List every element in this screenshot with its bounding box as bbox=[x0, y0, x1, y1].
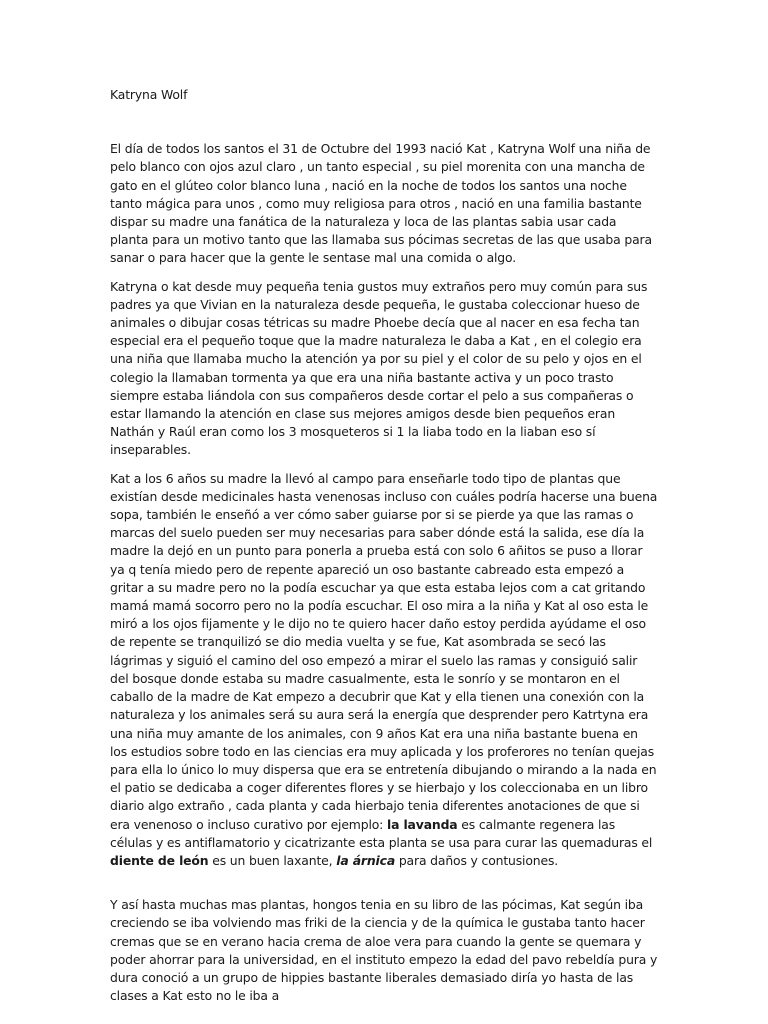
paragraph-4: Y así hasta muchas mas plantas, hongos tenia en su libro de las pócimas, Kat según iba creciendo se iba volviendo mas friki de la ciencia y de la química le gustaba tanto hacer cremas que se en verano hacia crema de aloe vera para cuando la gente se quemara y poder ahorrar para la universidad, en el instituto empezo la edad del pavo rebeldía pura y dura conoció a un grupo de hippies bastante liberales demasiado diría yo hasta de las clases a Kat esto no le iba a bbox=[110, 897, 658, 1004]
paragraph-3-text-e: para daños y contusiones. bbox=[395, 852, 559, 868]
lavanda-bold: la lavanda bbox=[386, 816, 458, 832]
arnica-bold-italic: la árnica bbox=[336, 852, 396, 868]
document-page bbox=[110, 86, 658, 1015]
paragraph-1: El día de todos los santos el 31 de Octubre del 1993 nació Kat , Katryna Wolf una niña de pelo blanco con ojos azul claro , un tanto especial , su piel morenita con una mancha de gato en el glúteo color blanco luna , nació en la noche de todos los santos una noche tanto mágica para unos , como muy religiosa para otros , nació en una familia bastante dispar su madre una fanática de la naturaleza y loca de las plantas sabia usar cada planta para un motivo tanto que las llamaba sus pócimas secretas de las que usaba para sanar o para hacer que la gente le sentase mal una comida o algo. bbox=[110, 141, 652, 266]
document-title: Katryna Wolf bbox=[110, 87, 188, 102]
paragraph-2: Katryna o kat desde muy pequeña tenia gustos muy extraños pero muy común para sus padres ya que Vivian en la naturaleza desde pequeña, le gustaba coleccionar hueso de animales o dibujar cosas tétricas su madre Phoebe decía que al nacer en esa fecha tan especial era el pequeño toque que la madre naturaleza le daba a Kat , en el colegio era una niña que llamaba mucho la atención ya por su piel y el color de su pelo y ojos en el colegio la llamaban tormenta ya que era una niña bastante activa y un poco trasto siempre estaba liándola con sus compañeros desde cortar el pelo a sus compañeras o estar llamando la atención en clase sus mejores amigos desde bien pequeños eran Nathán y Raúl eran como los 3 mosqueteros si 1 la liaba todo en la liaban eso sí inseparables. bbox=[110, 278, 648, 458]
paragraph-3-text-c: es calmante regenera las células y es antiflamatorio y cicatrizante esta planta se usa para curar las quemaduras el bbox=[110, 816, 653, 850]
paragraph-3-text-a: Kat a los 6 años su madre la llevó al campo para enseñarle todo tipo de plantas que existían desde medicinales hasta venenosas incluso con cuáles podría hacerse una buena sopa, también le enseñó a ver cómo saber guiarse por si se pierde ya que las ramas o marcas del suelo pueden ser muy necesarias para saber dónde está la salida, ese día la madre la dejó en un punto para ponerla a prueba está con solo 6 añitos se puso a llorar ya q tenía miedo pero de repente apareció un oso bastante cabreado esta empezó a gritar a su madre pero no la podía escuchar ya que esta estaba lejos com a cat gritando mamá mamá socorro pero no la podía escuchar. El oso mira a la niña y Kat al oso esta le miró a los ojos fijamente y le dijo no te quiero hacer daño estoy perdida ayúdame el oso de repente se tranquilizó se dio media vuelta y se fue, Kat asombrada se secó las lágrimas y siguió el camino del oso empezó a mirar el suelo las ramas y consiguió salir del bosque donde estaba su madre casualmente, esta le sonrío y se montaron en el caballo de la madre de Kat empezo a decubrir que Kat y ella tienen una conexión con la naturaleza y los animales será su aura será la energía que desprender pero Katrtyna era una niña muy amante de los animales, con 9 años Kat era una niña bastante buena en los estudios sobre todo en las ciencias era muy aplicada y los proferores no tenían quejas para ella lo único lo muy dispersa que era se entretenía dibujando o mirando a la nada en el patio se dedicaba a coger diferentes flores y se hierbajo y los coleccionaba en un libro diario algo extraño , cada planta y cada hierbajo tenia diferentes anotaciones de que si era venenoso o incluso curativo por ejemplo: bbox=[110, 470, 658, 832]
paragraph-3-text-d: es un buen laxante, bbox=[208, 852, 337, 868]
diente-de-leon-bold: diente de león bbox=[110, 852, 209, 868]
paragraph-3 bbox=[110, 470, 658, 870]
